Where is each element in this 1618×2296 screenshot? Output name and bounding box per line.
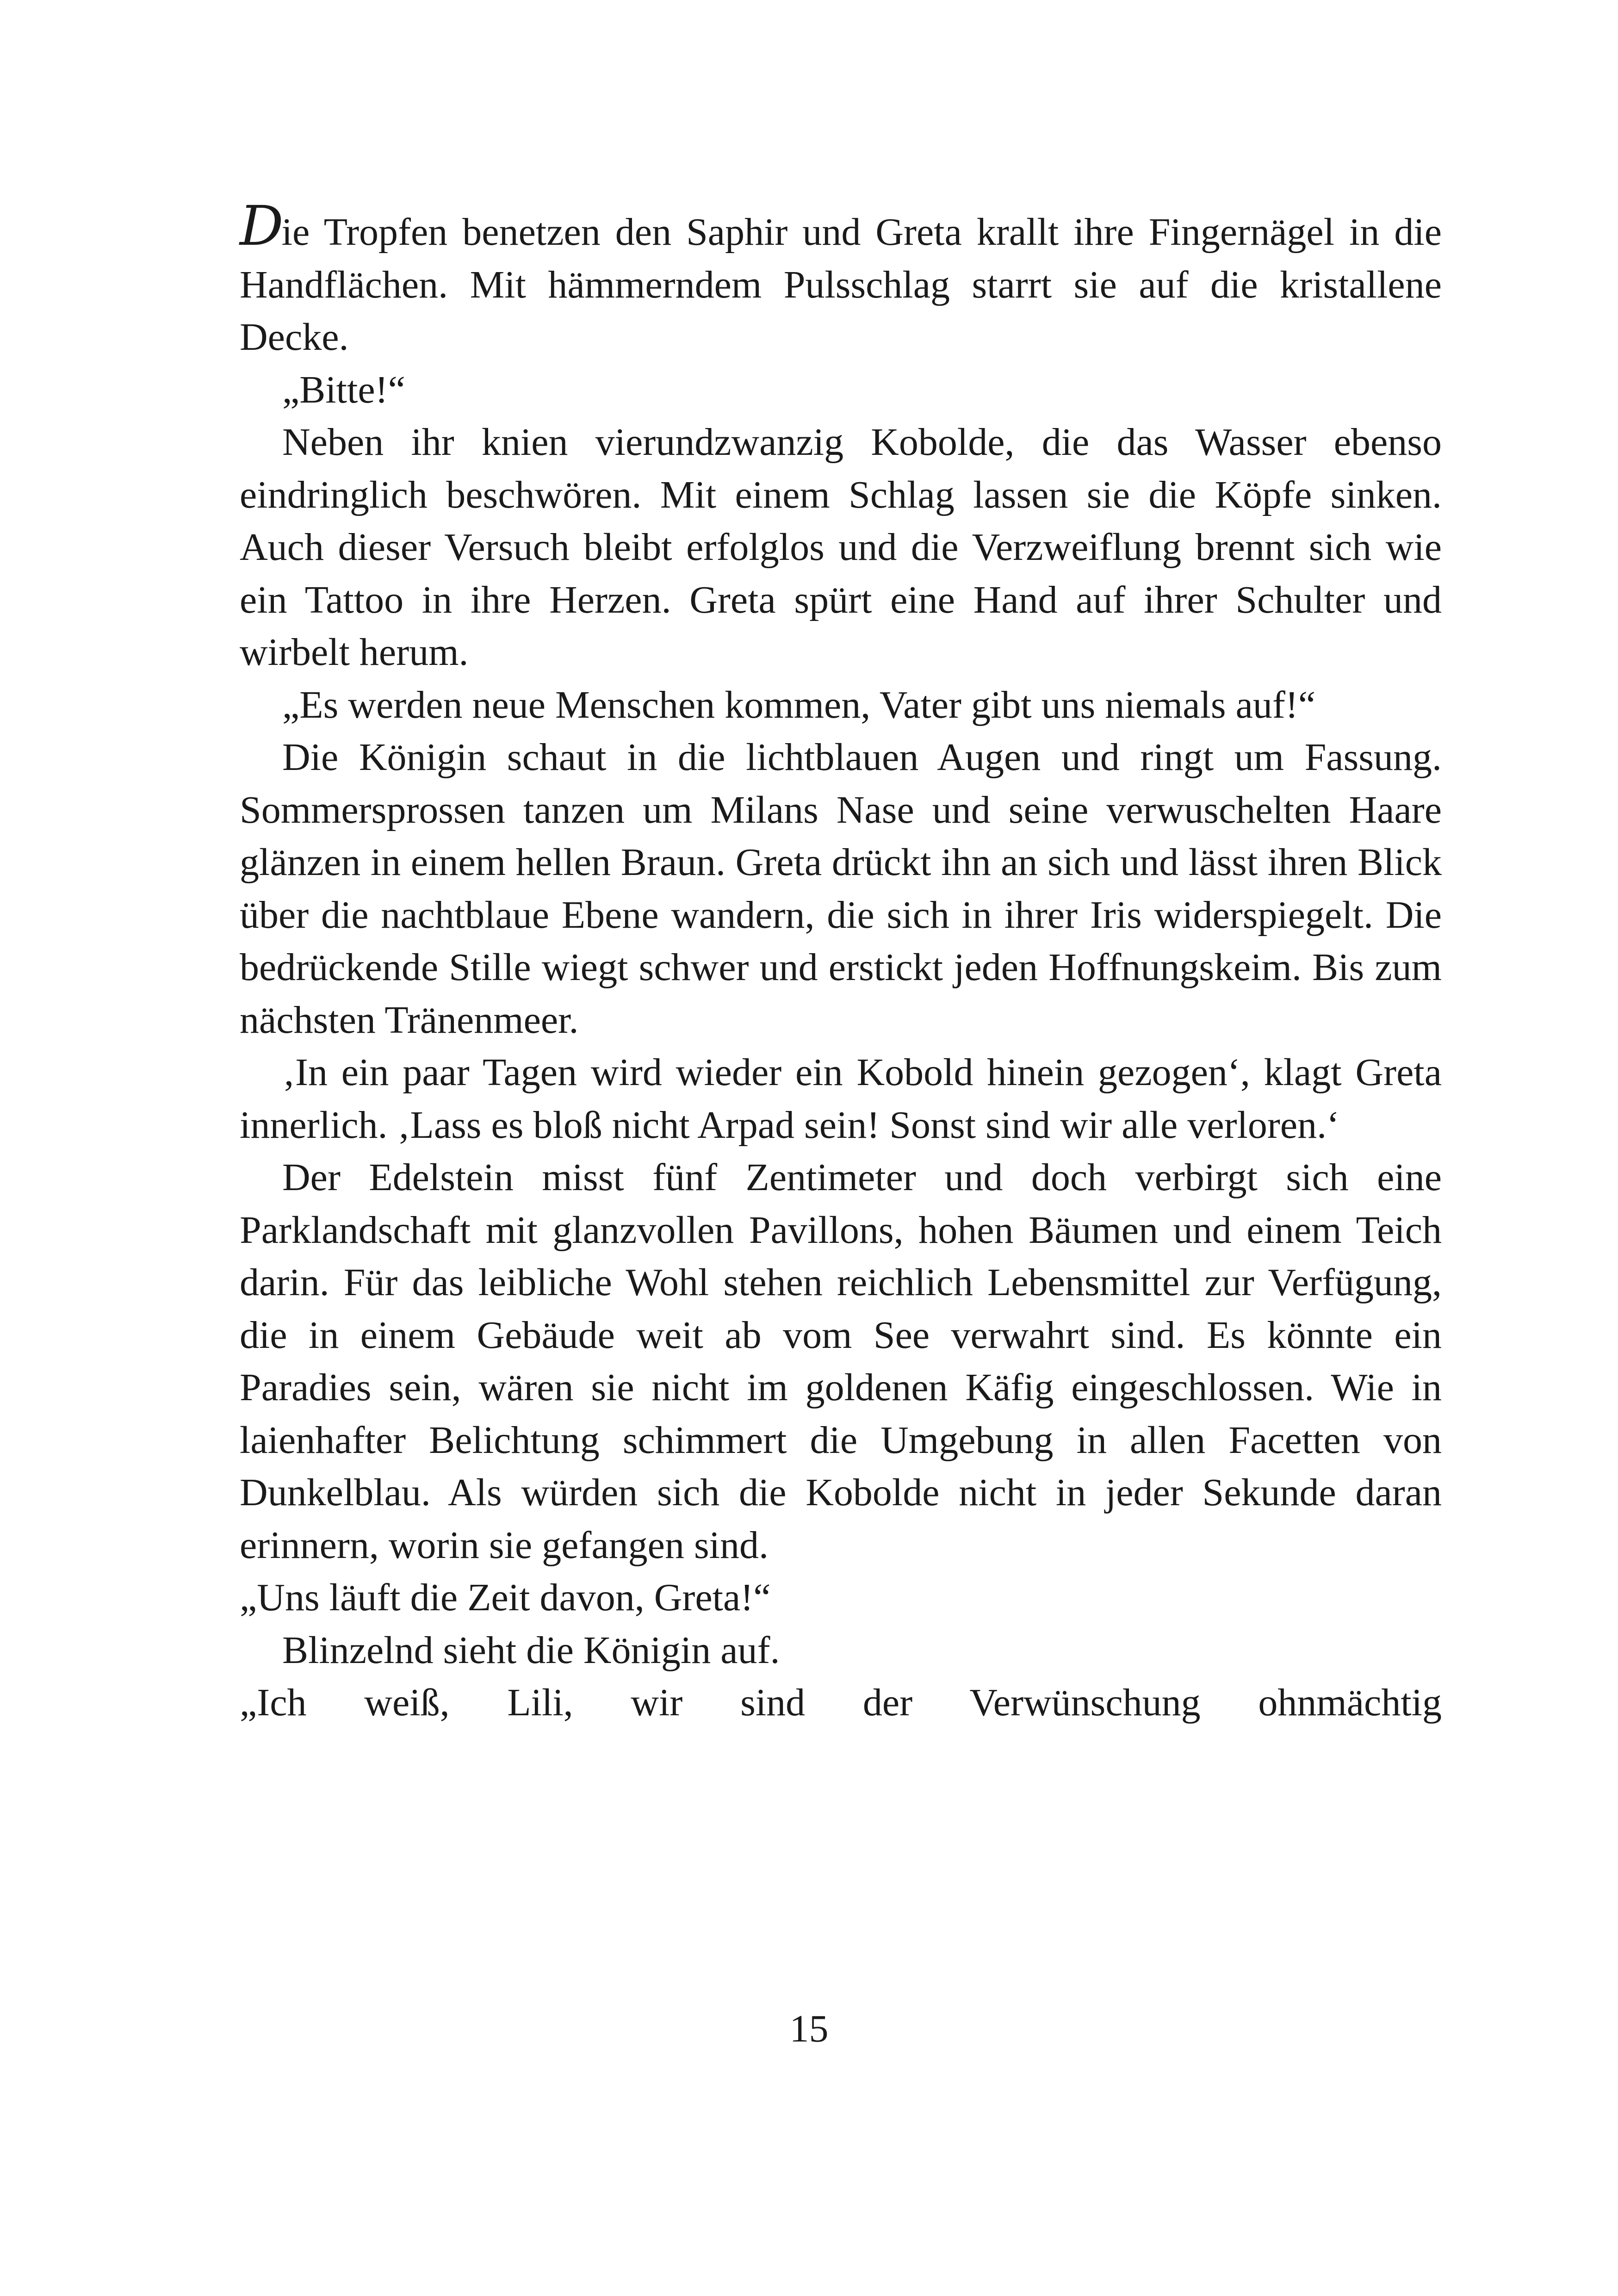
paragraph-1 (240, 194, 1442, 364)
paragraph-4: „Es werden neue Menschen kommen, Vater gibt uns niemals auf!“ (282, 683, 1316, 726)
paragraph-2: „Bitte!“ (282, 368, 405, 411)
paragraph-7: Der Edelstein misst fünf Zentimeter und doch verbirgt sich eine Parklandschaft mit glanzvollen Pavillons, hohen Bäumen und einem Teich darin. Für das leibliche Wohl stehen reichlich Lebensmittel zur Verfügung, die in einem Gebäude weit ab vom See verwahrt sind. Es könnte ein Paradies sein, wären sie nicht im goldenen Käfig eingeschlossen. Wie in laienhafter Belichtung schimmert die Umgebung in allen Facetten von Dunkelblau. Als würden sich die Kobolde nicht in jeder Sekunde daran erinnern, worin sie gefangen sind. (240, 1156, 1442, 1567)
page-number: 15 (789, 2007, 829, 2050)
paragraph-8: „Uns läuft die Zeit davon, Greta!“ (240, 1576, 771, 1619)
paragraph-10: „Ich weiß, Lili, wir sind der Verwünschung ohnmächtig (240, 1681, 1442, 1724)
paragraph-6: ‚In ein paar Tagen wird wieder ein Kobold hinein gezogen‘, klagt Greta innerlich. ‚Lass es bloß nicht Arpad sein! Sonst sind wir alle verloren.‘ (240, 1051, 1442, 1147)
paragraph-3: Neben ihr knien vierundzwanzig Kobolde, die das Wasser ebenso eindringlich beschwören. Mit einem Schlag lassen sie die Köpfe sinken. Auch dieser Versuch bleibt erfolglos und die Verzweiflung brennt sich wie ein Tattoo in ihre Herzen. Greta spürt eine Hand auf ihrer Schulter und wirbelt herum. (240, 421, 1442, 674)
paragraph-9: Blinzelnd sieht die Königin auf. (282, 1628, 780, 1672)
body-text (240, 194, 1442, 1729)
paragraph-5: Die Königin schaut in die lichtblauen Augen und ringt um Fassung. Sommersprossen tanzen um Milans Nase und seine verwuschelten Haare glänzen in einem hellen Braun. Greta drückt ihn an sich und lässt ihren Blick über die nachtblaue Ebene wandern, die sich in ihrer Iris widerspiegelt. Die bedrückende Stille wiegt schwer und erstickt jeden Hoffnungskeim. Bis zum nächsten Tränenmeer. (240, 736, 1442, 1042)
paragraph-text: ie Tropfen benetzen den Saphir und Greta krallt ihre Fingernägel in die Handflächen. Mit hämmerndem Pulsschlag starrt sie auf die kristallene Decke. (240, 211, 1442, 359)
drop-cap: D (240, 194, 282, 258)
